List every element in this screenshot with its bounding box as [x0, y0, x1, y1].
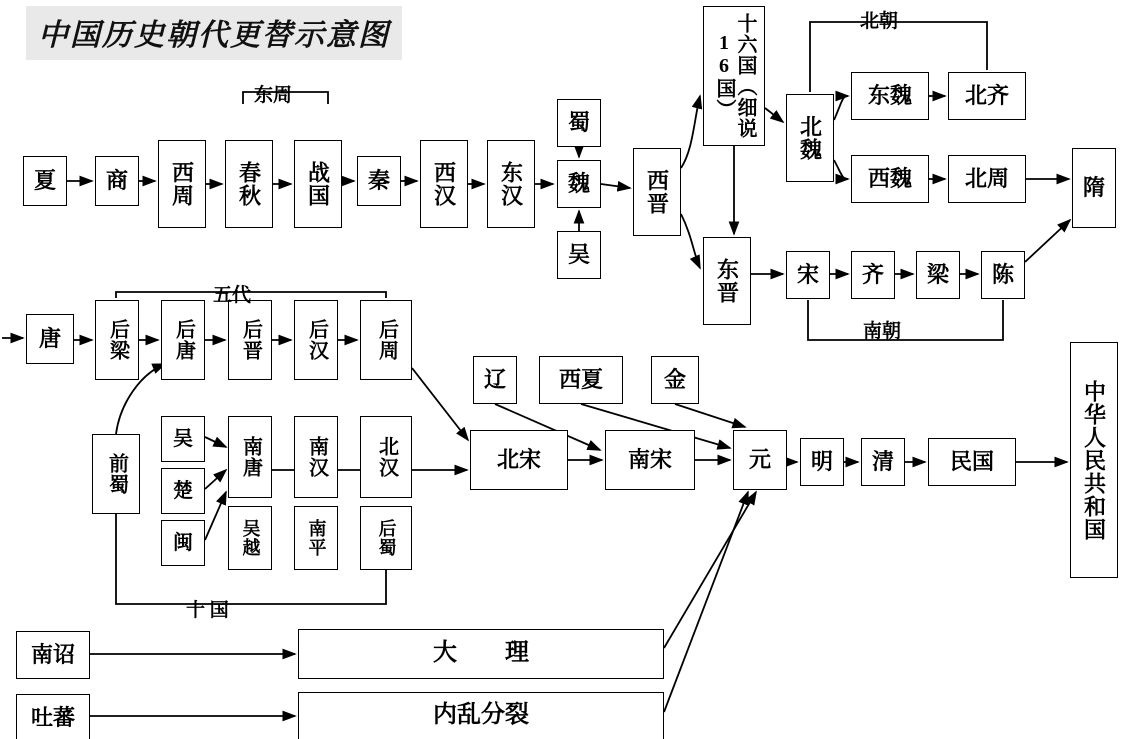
node-xizhou[interactable]: 西周: [158, 140, 206, 228]
node-chu[interactable]: 楚: [161, 468, 205, 514]
node-nanhan[interactable]: 南汉: [294, 416, 338, 498]
node-minguo[interactable]: 民国: [928, 438, 1016, 486]
node-song-nanchao[interactable]: 宋: [786, 251, 830, 299]
node-dongwei[interactable]: 东魏: [851, 72, 929, 120]
node-wuyue[interactable]: 吴越: [228, 506, 272, 570]
label-shiguo: 十 国: [186, 600, 229, 621]
node-xijin[interactable]: 西晋: [633, 148, 681, 236]
node-liao[interactable]: 辽: [473, 356, 517, 404]
node-qi[interactable]: 齐: [851, 251, 895, 299]
label-dongzhou: 东周: [254, 85, 293, 106]
node-zhanguo[interactable]: 战国: [294, 140, 342, 228]
node-xihan[interactable]: 西汉: [420, 140, 468, 228]
node-nanzhao[interactable]: 南诏: [16, 631, 90, 679]
node-houhan[interactable]: 后汉: [294, 300, 338, 380]
node-shiliuguo[interactable]: 十六国（细说16国）: [703, 6, 765, 146]
node-xiwei[interactable]: 西魏: [851, 155, 929, 203]
node-sui[interactable]: 隋: [1072, 148, 1116, 228]
label-nanchao: 南朝: [863, 321, 902, 342]
node-chunqiu[interactable]: 春秋: [225, 140, 273, 228]
node-xixia[interactable]: 西夏: [539, 356, 623, 404]
node-xia[interactable]: 夏: [23, 156, 67, 206]
node-qianshu[interactable]: 前蜀: [92, 434, 140, 514]
node-jin[interactable]: 金: [651, 356, 699, 404]
node-houjin[interactable]: 后晋: [228, 300, 272, 380]
node-shang[interactable]: 商: [95, 156, 139, 206]
page-title: 中国历史朝代更替示意图: [26, 6, 402, 60]
node-beiqi[interactable]: 北齐: [948, 72, 1026, 120]
node-chen[interactable]: 陈: [981, 251, 1025, 299]
node-yuan[interactable]: 元: [733, 430, 787, 490]
node-houliang[interactable]: 后梁: [95, 300, 139, 380]
node-wu[interactable]: 吴: [557, 231, 601, 279]
node-wu-shiguo[interactable]: 吴: [161, 416, 205, 462]
node-wei[interactable]: 魏: [557, 160, 601, 208]
node-dongjin[interactable]: 东晋: [703, 237, 751, 325]
node-beiwei[interactable]: 北魏: [786, 94, 834, 182]
label-beichao: 北朝: [860, 11, 899, 32]
node-qin[interactable]: 秦: [357, 156, 401, 206]
node-nanping[interactable]: 南平: [294, 506, 338, 570]
node-min[interactable]: 闽: [161, 520, 205, 566]
node-houshu[interactable]: 后蜀: [360, 506, 412, 570]
node-dali[interactable]: 大 理: [298, 629, 664, 679]
node-neiluanfenlie[interactable]: 内乱分裂: [298, 692, 664, 739]
node-prc[interactable]: 中华人民共和国: [1070, 342, 1118, 578]
node-donghan[interactable]: 东汉: [487, 140, 535, 228]
node-houtang[interactable]: 后唐: [161, 300, 205, 380]
node-qing[interactable]: 清: [861, 438, 905, 486]
node-beihan[interactable]: 北汉: [360, 416, 412, 498]
node-liang[interactable]: 梁: [916, 251, 960, 299]
node-beizhou[interactable]: 北周: [948, 155, 1026, 203]
node-nansong[interactable]: 南宋: [605, 430, 695, 490]
node-houzhou[interactable]: 后周: [360, 300, 412, 380]
node-tang[interactable]: 唐: [26, 314, 74, 364]
node-shu[interactable]: 蜀: [557, 99, 601, 147]
node-ming[interactable]: 明: [800, 438, 844, 486]
node-tubo[interactable]: 吐蕃: [16, 694, 90, 739]
node-beisong[interactable]: 北宋: [470, 430, 568, 490]
label-wudai: 五代: [213, 285, 252, 306]
node-nantang[interactable]: 南唐: [228, 416, 272, 498]
